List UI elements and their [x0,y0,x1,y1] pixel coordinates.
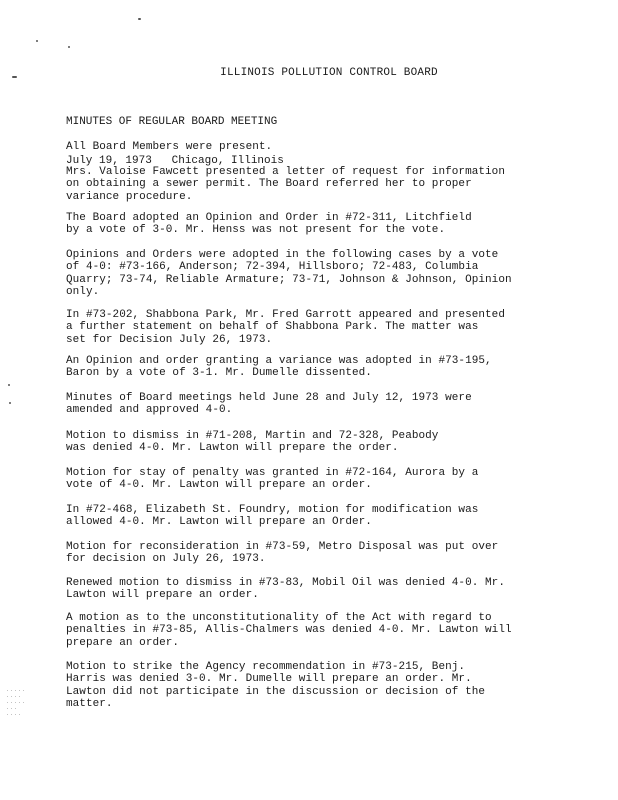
paragraph-allis-chalmers: A motion as to the unconstitutionality of the Act with regard to penalties in #73-85, Allis-Chalmers was denied 4-0. Mr. Lawton will prepare an order. [66,612,512,649]
paragraph-martin-peabody: Motion to dismiss in #71-208, Martin and 72-328, Peabody was denied 4-0. Mr. Lawton will prepare the order. [66,430,439,455]
paragraph-litchfield: The Board adopted an Opinion and Order in #72-311, Litchfield by a vote of 3-0. Mr. Henss was not present for the vote. [66,212,472,237]
paragraph-baron-variance: An Opinion and order granting a variance was adopted in #73-195, Baron by a vote of 3-1. Mr. Dumelle dissented. [66,355,492,380]
paragraph-metro-disposal: Motion for reconsideration in #73-59, Metro Disposal was put over for decision on July 26, 1973. [66,541,499,566]
scan-speck [9,402,11,404]
document-title: ILLINOIS POLLUTION CONTROL BOARD [220,67,438,79]
paragraph-mobil-oil: Renewed motion to dismiss in #73-83, Mobil Oil was denied 4-0. Mr. Lawton will prepare an order. [66,577,505,602]
scan-speck [8,384,10,386]
scan-edge-noise: ∙∙∙∙∙ ∙∙∙∙ ∙∙∙∙∙ ∙∙∙ ∙∙∙∙ [6,688,27,718]
scan-speck [138,18,141,20]
paragraph-shabbona-park: In #73-202, Shabbona Park, Mr. Fred Garrott appeared and presented a further statement on behalf of Shabbona Park. The matter was set for Decision July 26, 1973. [66,309,505,346]
paragraph-attendance: All Board Members were present. [66,141,273,153]
scan-speck [36,40,38,42]
paragraph-benj-harris: Motion to strike the Agency recommendation in #73-215, Benj. Harris was denied 3-0. Mr. Dumelle will prepare an order. Mr. Lawton did not participate in the discussion or decision of the matter. [66,661,486,711]
paragraph-aurora-stay: Motion for stay of penalty was granted in #72-164, Aurora by a vote of 4-0. Mr. Lawton will prepare an order. [66,467,479,492]
paragraph-fawcett-request: Mrs. Valoise Fawcett presented a letter of request for information on obtaining a sewer permit. The Board referred her to proper variance procedure. [66,166,505,203]
meeting-date-location: July 19, 1973 Chicago, Illinois [66,155,284,167]
paragraph-elizabeth-foundry: In #72-468, Elizabeth St. Foundry, motion for modification was allowed 4-0. Mr. Lawton will prepare an Order. [66,504,479,529]
minutes-subtitle: MINUTES OF REGULAR BOARD MEETING [66,116,278,128]
paragraph-opinions-adopted: Opinions and Orders were adopted in the following cases by a vote of 4-0: #73-166, Anderson; 72-394, Hillsboro; 72-483, Columbia Quarry; 73-74, Reliable Armature; 73-71, Johnson & Johnson, Opinion only. [66,249,512,299]
scan-speck [68,46,70,48]
paragraph-minutes-approved: Minutes of Board meetings held June 28 and July 12, 1973 were amended and approved 4-0. [66,392,472,417]
